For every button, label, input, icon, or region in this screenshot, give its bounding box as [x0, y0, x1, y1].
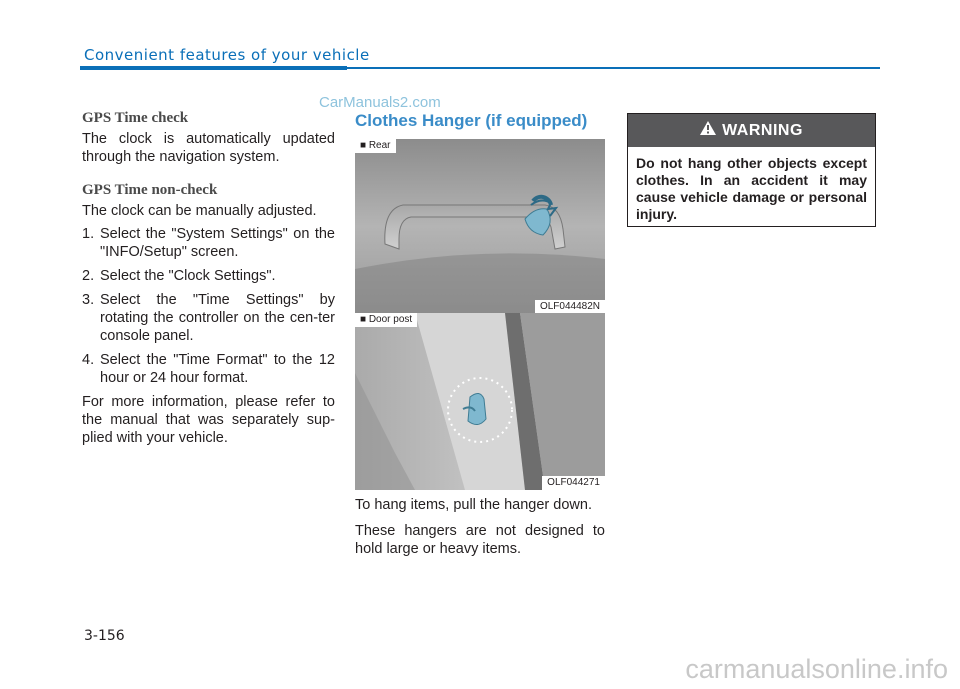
list-item: 1. Select the "System Settings" on the "INFO/Setup" screen. — [82, 226, 335, 260]
clothes-hanger-para-2: These hangers are not designed to hold large or heavy items. — [355, 523, 605, 557]
gps-time-check-body: The clock is automatically updated through the navigation system. — [82, 131, 335, 165]
photo-code-door-post: OLF044271 — [542, 476, 605, 490]
rear-hanger-photo — [355, 139, 605, 314]
clothes-hanger-para-1: To hang items, pull the hanger down. — [355, 497, 592, 513]
warning-box — [627, 113, 876, 227]
header-rule-thin — [347, 67, 880, 69]
photo-code-rear: OLF044482N — [535, 300, 605, 314]
gps-time-noncheck-intro: The clock can be manually adjusted. — [82, 203, 317, 219]
warning-header — [628, 114, 875, 147]
door-post-hanger-illustration — [355, 313, 605, 490]
header-rule-thick — [80, 66, 347, 70]
section-title: Convenient features of your vehicle — [84, 46, 370, 64]
photo-label-door-post: ■ Door post — [355, 313, 417, 327]
list-item: 4. Select the "Time Format" to the 12 hour or 24 hour format. — [82, 352, 335, 386]
page-number: 3-156 — [84, 628, 125, 644]
list-item: 2. Select the "Clock Settings". — [82, 268, 276, 284]
list-item: 3. Select the "Time Settings" by rotating the controller on the cen-ter console panel. — [82, 292, 335, 344]
clothes-hanger-heading: Clothes Hanger (if equipped) — [355, 111, 588, 130]
rear-hanger-illustration — [355, 139, 605, 314]
gps-time-noncheck-outro: For more information, please refer to the manual that was separately sup-plied with your vehicle. — [82, 394, 335, 446]
left-column — [82, 110, 335, 455]
watermark-link[interactable]: CarManuals2.com — [319, 94, 441, 111]
clothes-hanger-text — [355, 496, 605, 566]
warning-triangle-icon — [700, 121, 716, 140]
warning-title: WARNING — [722, 121, 803, 139]
gps-time-noncheck-heading: GPS Time non-check — [82, 182, 218, 198]
footer-watermark[interactable]: carmanualsonline.info — [685, 654, 948, 684]
door-post-hanger-photo — [355, 313, 605, 490]
gps-time-check-heading: GPS Time check — [82, 110, 189, 126]
photo-label-rear: ■ Rear — [355, 139, 396, 153]
warning-body: Do not hang other objects except clothes. In an accident it may cause vehicle damage or personal injury. — [636, 155, 867, 222]
steps-list — [82, 225, 335, 387]
